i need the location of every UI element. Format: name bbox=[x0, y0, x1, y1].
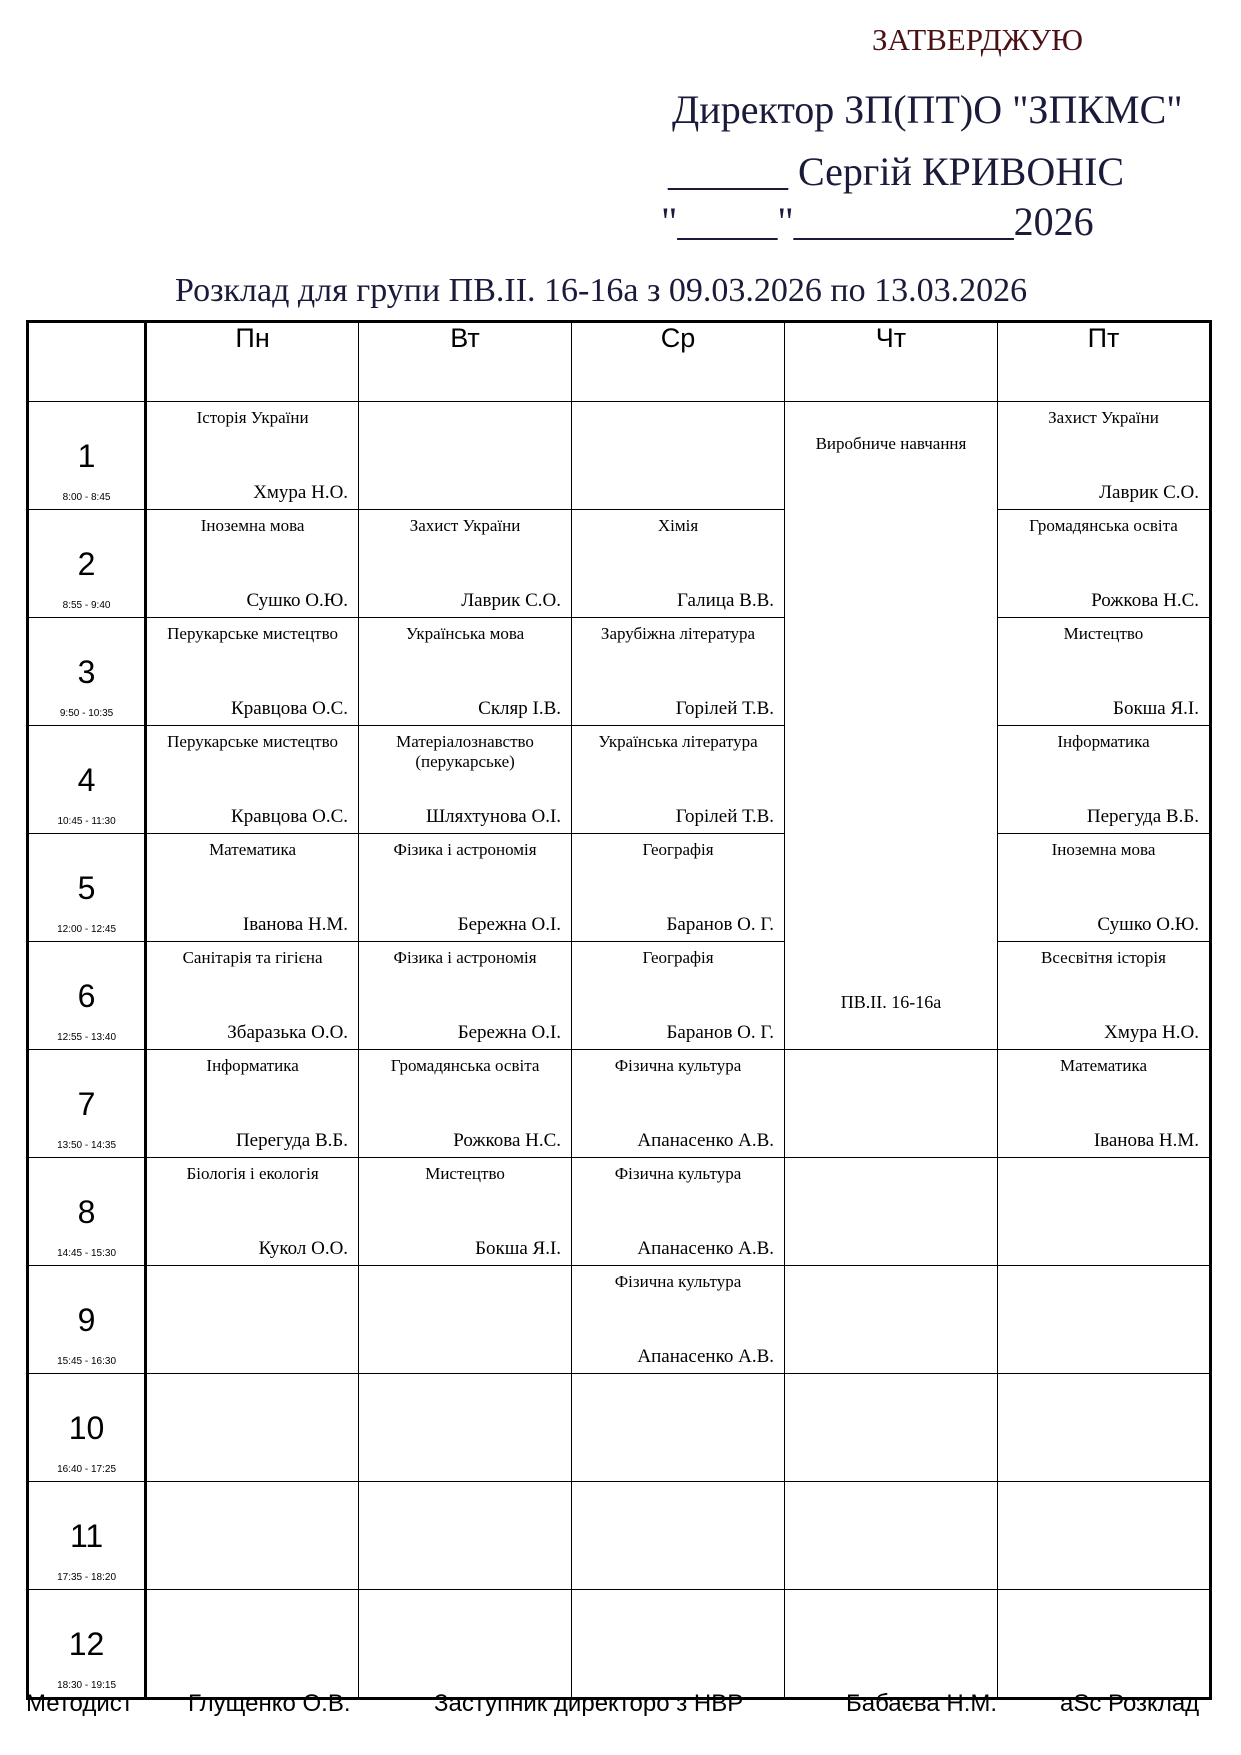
lesson-subject: Санітарія та гігієна bbox=[182, 948, 323, 967]
lesson-cell bbox=[146, 1050, 359, 1158]
period-number: 6 bbox=[77, 978, 96, 1014]
period-cell bbox=[28, 1374, 146, 1482]
lesson-teacher: Апанасенко А.В. bbox=[637, 1346, 774, 1367]
lesson-cell bbox=[785, 1266, 998, 1374]
lesson-cell-inner bbox=[998, 1266, 1209, 1373]
lesson-cell bbox=[785, 1050, 998, 1158]
corner-cell bbox=[28, 322, 146, 402]
lesson-teacher: Сушко О.Ю. bbox=[1097, 914, 1199, 935]
period-row bbox=[28, 618, 1211, 726]
lesson-teacher: Баранов О. Г. bbox=[666, 1022, 774, 1043]
lesson-teacher: Скляр І.В. bbox=[478, 698, 562, 719]
lesson-subject: Мистецтво bbox=[425, 1164, 505, 1183]
lesson-cell-inner bbox=[785, 1158, 997, 1265]
lesson-cell-inner bbox=[147, 1266, 358, 1373]
lesson-subject: Іноземна мова bbox=[1051, 840, 1156, 859]
lesson-subject: Іноземна мова bbox=[200, 516, 305, 535]
period-row bbox=[28, 1158, 1211, 1266]
lesson-subject: Математика bbox=[209, 840, 297, 859]
period-time: 14:45 - 15:30 bbox=[57, 1248, 117, 1259]
lesson-subject: Хімія bbox=[657, 516, 699, 535]
practice-subject: Виробниче навчання bbox=[815, 434, 967, 453]
lesson-subject: Всесвітня історія bbox=[1041, 948, 1166, 967]
period-row bbox=[28, 402, 1211, 510]
lesson-subject: Біологія і екологія bbox=[186, 1164, 319, 1183]
lesson-cell bbox=[997, 402, 1210, 510]
lesson-subject: Українська література bbox=[598, 732, 758, 751]
lesson-teacher: Шляхтунова О.І. bbox=[425, 806, 562, 827]
lesson-cell-inner bbox=[572, 1266, 784, 1373]
lesson-cell-inner bbox=[572, 1590, 784, 1697]
lesson-teacher: Хмура Н.О. bbox=[253, 482, 349, 503]
lesson-cell bbox=[359, 1266, 572, 1374]
day-header: Чт bbox=[785, 322, 998, 402]
lesson-cell-inner bbox=[359, 1374, 571, 1481]
period-cell bbox=[28, 1590, 146, 1699]
software-credit: aSc Розклад bbox=[1060, 1690, 1200, 1717]
period-number: 1 bbox=[77, 438, 96, 474]
lesson-cell bbox=[997, 1158, 1210, 1266]
lesson-subject: Фізична культура bbox=[614, 1056, 742, 1075]
lesson-cell-inner bbox=[359, 618, 571, 725]
lesson-cell-inner bbox=[572, 942, 784, 1049]
lesson-cell bbox=[359, 1374, 572, 1482]
lesson-cell bbox=[572, 1590, 785, 1699]
lesson-cell-inner bbox=[359, 1158, 571, 1265]
lesson-cell bbox=[146, 834, 359, 942]
period-row bbox=[28, 942, 1211, 1050]
period-time: 12:55 - 13:40 bbox=[57, 1032, 117, 1043]
lesson-cell-inner bbox=[359, 402, 571, 509]
day-header-row bbox=[28, 322, 1211, 402]
day-header: Пн bbox=[146, 322, 359, 402]
lesson-subject: Мистецтво bbox=[1063, 624, 1144, 643]
lesson-subject: Фізика і астрономія bbox=[393, 948, 537, 967]
approval-date: "_____"___________2026 bbox=[661, 199, 1094, 244]
lesson-teacher: Збаразька О.О. bbox=[227, 1022, 349, 1043]
period-number: 12 bbox=[68, 1626, 105, 1662]
period-number: 5 bbox=[77, 870, 96, 906]
lesson-cell-inner bbox=[147, 618, 358, 725]
lesson-cell-inner bbox=[998, 1482, 1209, 1589]
lesson-cell-inner bbox=[359, 1590, 571, 1697]
lesson-cell bbox=[997, 1266, 1210, 1374]
lesson-cell-inner bbox=[572, 726, 784, 833]
lesson-cell-inner bbox=[359, 1266, 571, 1373]
methodist-name: Глущенко О.В. bbox=[188, 1690, 351, 1717]
lesson-subject: Історія України bbox=[196, 408, 309, 427]
lesson-cell bbox=[997, 618, 1210, 726]
period-cell bbox=[28, 510, 146, 618]
period-row bbox=[28, 1050, 1211, 1158]
lesson-teacher: Кравцова О.С. bbox=[231, 698, 349, 719]
lesson-teacher: Бокша Я.І. bbox=[1113, 698, 1199, 719]
lesson-cell bbox=[146, 942, 359, 1050]
lesson-cell bbox=[572, 1482, 785, 1590]
lesson-cell bbox=[997, 1050, 1210, 1158]
lesson-cell-inner bbox=[147, 726, 358, 833]
lesson-subject: Громадянська освіта bbox=[390, 1056, 540, 1075]
lesson-teacher: Хмура Н.О. bbox=[1104, 1022, 1199, 1043]
lesson-cell bbox=[146, 402, 359, 510]
lesson-subject: Фізична культура bbox=[614, 1272, 742, 1291]
lesson-cell bbox=[359, 1590, 572, 1699]
lesson-subject: Громадянська освіта bbox=[1029, 516, 1178, 535]
lesson-teacher: Апанасенко А.В. bbox=[637, 1130, 774, 1151]
day-header: Вт bbox=[359, 322, 572, 402]
period-time: 18:30 - 19:15 bbox=[57, 1680, 117, 1691]
lesson-cell-inner bbox=[998, 1590, 1209, 1697]
day-header: Ср bbox=[572, 322, 785, 402]
lesson-subject: Математика bbox=[1059, 1056, 1147, 1075]
lesson-cell bbox=[146, 1374, 359, 1482]
lesson-cell-inner bbox=[572, 1482, 784, 1589]
lesson-subject: Фізична культура bbox=[614, 1164, 742, 1183]
period-number: 9 bbox=[77, 1302, 96, 1338]
lesson-cell-inner bbox=[147, 834, 358, 941]
period-number: 10 bbox=[68, 1410, 105, 1446]
schedule-table bbox=[26, 320, 1212, 1700]
period-time: 9:50 - 10:35 bbox=[59, 708, 114, 719]
deputy-label: Заступник директоро з НВР bbox=[434, 1690, 744, 1717]
lesson-cell-inner bbox=[359, 1482, 571, 1589]
period-time: 17:35 - 18:20 bbox=[57, 1572, 117, 1583]
lesson-cell bbox=[146, 618, 359, 726]
lesson-cell-inner bbox=[572, 510, 784, 617]
period-time: 10:45 - 11:30 bbox=[57, 816, 116, 827]
lesson-cell bbox=[359, 510, 572, 618]
period-number: 8 bbox=[77, 1194, 96, 1230]
lesson-teacher: Баранов О. Г. bbox=[666, 914, 774, 935]
lesson-cell bbox=[572, 1266, 785, 1374]
methodist-label: Методист bbox=[26, 1690, 133, 1717]
lesson-cell-inner bbox=[359, 942, 571, 1049]
period-cell bbox=[28, 402, 146, 510]
lesson-teacher: Лаврик С.О. bbox=[1099, 482, 1199, 503]
lesson-cell bbox=[146, 726, 359, 834]
lesson-subject: Матеріалознавство (перукарське) bbox=[396, 732, 534, 771]
lesson-cell-inner bbox=[572, 1050, 784, 1157]
day-header: Пт bbox=[997, 322, 1210, 402]
lesson-cell-inner bbox=[998, 1374, 1209, 1481]
lesson-cell bbox=[997, 1590, 1210, 1699]
lesson-cell-inner bbox=[147, 942, 358, 1049]
period-row bbox=[28, 510, 1211, 618]
practice-group: ПВ.ІІ. 16-16а bbox=[840, 992, 942, 1012]
period-row bbox=[28, 834, 1211, 942]
lesson-subject: Перукарське мистецтво bbox=[167, 732, 339, 751]
lesson-cell bbox=[146, 510, 359, 618]
lesson-cell-inner bbox=[572, 618, 784, 725]
lesson-teacher: Галица В.В. bbox=[677, 590, 774, 611]
lesson-cell-inner bbox=[998, 834, 1209, 941]
period-number: 4 bbox=[77, 762, 96, 798]
lesson-teacher: Іванова Н.М. bbox=[1093, 1130, 1199, 1151]
lesson-cell-inner bbox=[785, 1266, 997, 1373]
lesson-cell bbox=[572, 942, 785, 1050]
period-number: 3 bbox=[77, 654, 96, 690]
lesson-cell bbox=[572, 618, 785, 726]
lesson-cell-inner bbox=[147, 510, 358, 617]
lesson-cell bbox=[359, 1050, 572, 1158]
lesson-cell-inner bbox=[785, 1590, 997, 1697]
period-number: 2 bbox=[77, 546, 96, 582]
lesson-cell bbox=[785, 1158, 998, 1266]
lesson-cell bbox=[997, 510, 1210, 618]
lesson-teacher: Горілей Т.В. bbox=[675, 698, 774, 719]
lesson-cell-inner bbox=[359, 726, 571, 833]
lesson-cell-inner bbox=[572, 834, 784, 941]
page-title: Розклад для групи ПВ.ІІ. 16-16а з 09.03.2026 по 13.03.2026 bbox=[175, 272, 1028, 309]
lesson-cell-inner bbox=[998, 1050, 1209, 1157]
lesson-teacher: Бокша Я.І. bbox=[475, 1238, 562, 1259]
period-row bbox=[28, 1266, 1211, 1374]
lesson-cell bbox=[572, 1050, 785, 1158]
lesson-subject: Географія bbox=[642, 948, 714, 967]
lesson-cell-inner bbox=[572, 1158, 784, 1265]
period-cell bbox=[28, 726, 146, 834]
lesson-cell-inner bbox=[785, 1374, 997, 1481]
lesson-teacher: Кукол О.О. bbox=[258, 1238, 349, 1259]
lesson-cell bbox=[997, 726, 1210, 834]
lesson-cell-inner bbox=[998, 618, 1209, 725]
lesson-cell bbox=[359, 726, 572, 834]
period-cell bbox=[28, 1158, 146, 1266]
practice-cell bbox=[785, 402, 998, 1050]
lesson-teacher: Перегуда В.Б. bbox=[235, 1130, 349, 1151]
lesson-teacher: Лаврик С.О. bbox=[461, 590, 562, 611]
period-time: 13:50 - 14:35 bbox=[57, 1140, 117, 1151]
lesson-cell-inner bbox=[147, 402, 358, 509]
lesson-subject: Зарубіжна література bbox=[600, 624, 756, 643]
lesson-cell-inner bbox=[147, 1158, 358, 1265]
lesson-cell-inner bbox=[998, 510, 1209, 617]
period-number: 11 bbox=[69, 1518, 104, 1554]
lesson-cell bbox=[997, 1374, 1210, 1482]
lesson-teacher: Рожкова Н.С. bbox=[453, 1130, 562, 1151]
lesson-subject: Інформатика bbox=[1057, 732, 1150, 751]
lesson-cell bbox=[359, 1158, 572, 1266]
lesson-cell-inner bbox=[998, 1158, 1209, 1265]
lesson-teacher: Горілей Т.В. bbox=[675, 806, 774, 827]
lesson-cell bbox=[997, 834, 1210, 942]
lesson-subject: Фізика і астрономія bbox=[393, 840, 537, 859]
period-number: 7 bbox=[77, 1086, 96, 1122]
period-time: 8:00 - 8:45 bbox=[62, 492, 111, 503]
period-time: 15:45 - 16:30 bbox=[57, 1356, 117, 1367]
lesson-cell bbox=[359, 834, 572, 942]
lesson-subject: Інформатика bbox=[206, 1056, 299, 1075]
period-cell bbox=[28, 1266, 146, 1374]
lesson-cell bbox=[359, 942, 572, 1050]
period-cell bbox=[28, 1482, 146, 1590]
lesson-cell-inner bbox=[998, 402, 1209, 509]
lesson-cell-inner bbox=[147, 1590, 358, 1697]
lesson-cell bbox=[572, 1158, 785, 1266]
period-time: 8:55 - 9:40 bbox=[62, 600, 111, 611]
lesson-subject: Географія bbox=[642, 840, 714, 859]
period-row bbox=[28, 726, 1211, 834]
lesson-cell bbox=[572, 834, 785, 942]
lesson-cell-inner bbox=[359, 834, 571, 941]
lesson-teacher: Перегуда В.Б. bbox=[1086, 806, 1199, 827]
period-cell bbox=[28, 1050, 146, 1158]
period-row bbox=[28, 1482, 1211, 1590]
lesson-cell-inner bbox=[998, 726, 1209, 833]
lesson-cell-inner bbox=[785, 1050, 997, 1157]
lesson-cell bbox=[146, 1266, 359, 1374]
lesson-cell-inner bbox=[572, 1374, 784, 1481]
lesson-cell bbox=[572, 510, 785, 618]
lesson-subject: Перукарське мистецтво bbox=[167, 624, 339, 643]
period-cell bbox=[28, 618, 146, 726]
period-time: 12:00 - 12:45 bbox=[57, 924, 117, 935]
period-row bbox=[28, 1374, 1211, 1482]
lesson-teacher: Рожкова Н.С. bbox=[1091, 590, 1199, 611]
lesson-cell bbox=[146, 1158, 359, 1266]
period-time: 16:40 - 17:25 bbox=[57, 1464, 117, 1475]
lesson-cell bbox=[146, 1482, 359, 1590]
period-row bbox=[28, 1590, 1211, 1699]
deputy-name: Бабаєва Н.М. bbox=[846, 1690, 998, 1717]
lesson-cell bbox=[359, 1482, 572, 1590]
lesson-cell-inner bbox=[147, 1374, 358, 1481]
lesson-cell-inner bbox=[359, 510, 571, 617]
lesson-cell bbox=[785, 1482, 998, 1590]
approval-stamp: ЗАТВЕРДЖУЮ bbox=[872, 22, 1083, 57]
director-title: Директор ЗП(ПТ)О "ЗПКМС" bbox=[672, 87, 1183, 132]
lesson-cell bbox=[785, 1374, 998, 1482]
lesson-cell bbox=[359, 618, 572, 726]
lesson-cell-inner bbox=[785, 1482, 997, 1589]
lesson-cell bbox=[146, 1590, 359, 1699]
lesson-teacher: Іванова Н.М. bbox=[242, 914, 349, 935]
lesson-cell bbox=[785, 1590, 998, 1699]
lesson-subject: Українська мова bbox=[405, 624, 525, 643]
lesson-cell bbox=[572, 402, 785, 510]
lesson-cell bbox=[997, 942, 1210, 1050]
period-cell bbox=[28, 834, 146, 942]
lesson-subject: Захист України bbox=[1048, 408, 1159, 427]
period-cell bbox=[28, 942, 146, 1050]
lesson-teacher: Бережна О.І. bbox=[457, 1022, 562, 1043]
lesson-cell bbox=[572, 726, 785, 834]
lesson-cell-inner bbox=[147, 1482, 358, 1589]
lesson-teacher: Бережна О.І. bbox=[457, 914, 562, 935]
lesson-cell bbox=[359, 402, 572, 510]
lesson-teacher: Апанасенко А.В. bbox=[637, 1238, 774, 1259]
lesson-cell-inner bbox=[998, 942, 1209, 1049]
director-signature: ______ Сергій КРИВОНІС bbox=[668, 149, 1125, 194]
lesson-teacher: Кравцова О.С. bbox=[231, 806, 349, 827]
lesson-cell bbox=[572, 1374, 785, 1482]
lesson-cell-inner bbox=[359, 1050, 571, 1157]
lesson-subject: Захист України bbox=[409, 516, 521, 535]
lesson-cell bbox=[997, 1482, 1210, 1590]
lesson-cell-inner bbox=[147, 1050, 358, 1157]
lesson-teacher: Сушко О.Ю. bbox=[246, 590, 349, 611]
lesson-cell-inner bbox=[572, 402, 784, 509]
